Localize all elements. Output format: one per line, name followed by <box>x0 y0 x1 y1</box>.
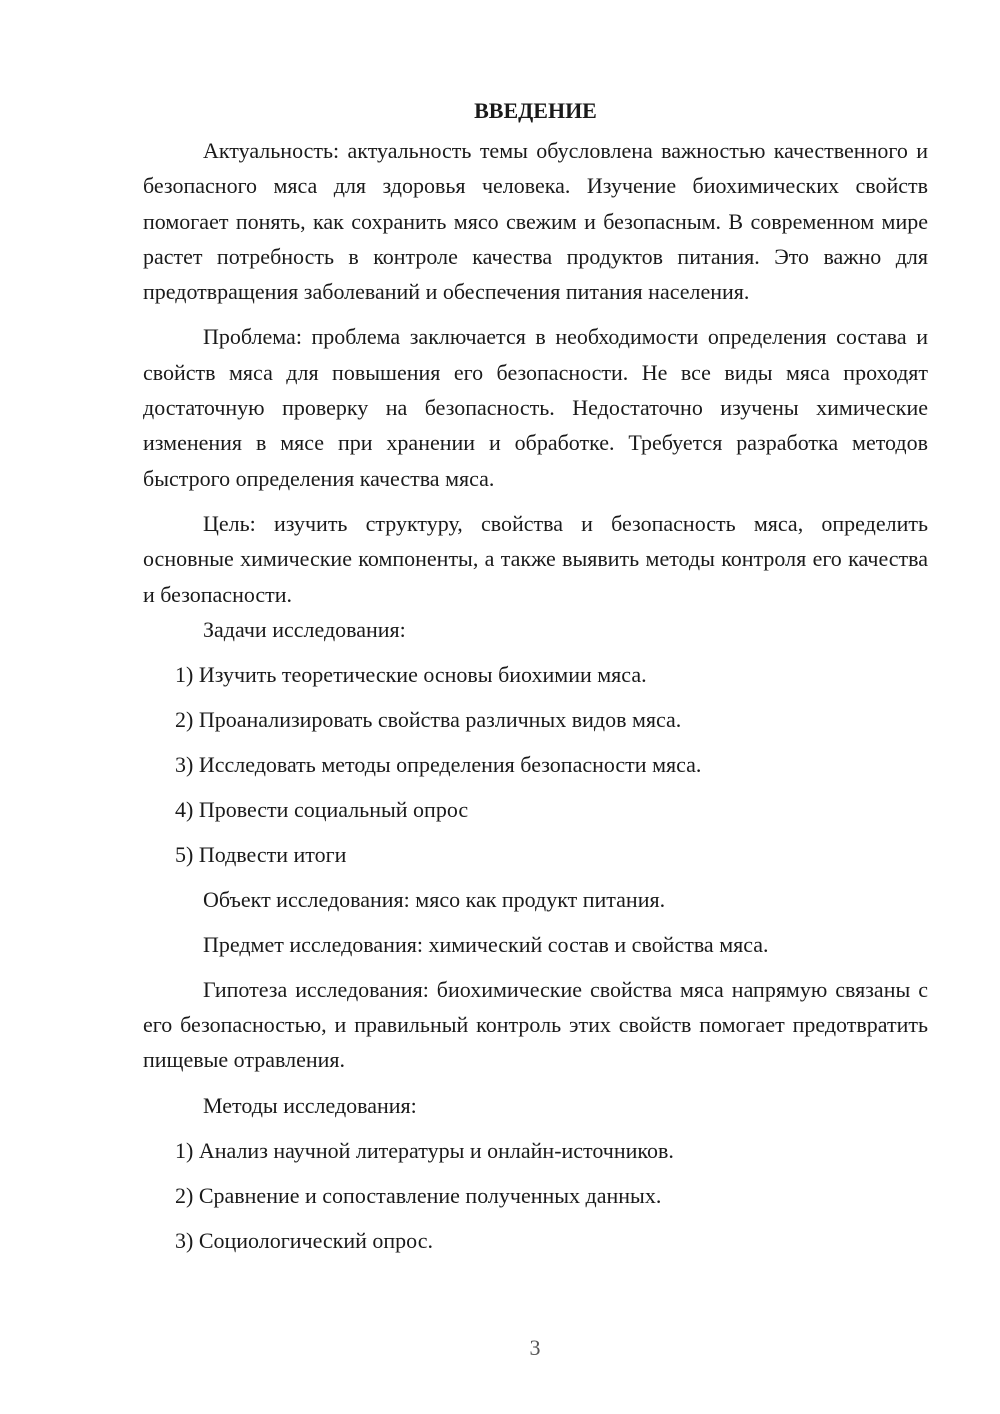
hypothesis-paragraph: Гипотеза исследования: биохимические свойства мяса напрямую связаны с его безопасностью, и правильный контроль этих свойств помогает предотвратить пищевые отравления. <box>143 976 928 1073</box>
goal-paragraph: Цель: изучить структуру, свойства и безопасность мяса, определить основные химические компоненты, а также выявить методы контроля его качества и безопасности. <box>143 510 928 607</box>
relevance-paragraph: Актуальность: актуальность темы обусловлена важностью качественного и безопасного мяса для здоровья человека. Изучение биохимических свойств помогает понять, как сохранить мясо свежим и безопасным. В современном мире растет потребность в контроле качества продуктов питания. Это важно для предотвращения заболеваний и обеспечения питания населения. <box>143 138 928 305</box>
list-item: 3) Социологический опрос. <box>175 1227 433 1253</box>
problem-paragraph: Проблема: проблема заключается в необходимости определения состава и свойств мяса для повышения его безопасности. Не все виды мяса проходят достаточную проверку на безопасность. Недостаточно изучены химические изменения в мясе при хранении и обработке. Требуется разработка методов быстрого определения качества мяса. <box>143 324 928 491</box>
section-title: ВВЕДЕНИЕ <box>474 98 597 123</box>
object-line: Объект исследования: мясо как продукт питания. <box>203 886 666 912</box>
methods-list <box>143 1133 928 1258</box>
list-item: 2) Проанализировать свойства различных видов мяса. <box>175 706 682 732</box>
list-item: 1) Анализ научной литературы и онлайн-источников. <box>175 1137 674 1163</box>
document-page <box>143 93 928 1258</box>
list-item: 1) Изучить теоретические основы биохимии мяса. <box>175 661 647 687</box>
tasks-heading: Задачи исследования: <box>203 616 406 642</box>
methods-heading: Методы исследования: <box>203 1092 417 1118</box>
list-item: 2) Сравнение и сопоставление полученных данных. <box>175 1182 662 1208</box>
list-item: 5) Подвести итоги <box>175 841 347 867</box>
tasks-list <box>143 657 928 872</box>
list-item: 3) Исследовать методы определения безопасности мяса. <box>175 751 702 777</box>
subject-line: Предмет исследования: химический состав и свойства мяса. <box>203 931 769 957</box>
list-item: 4) Провести социальный опрос <box>175 796 469 822</box>
page-number: 3 <box>529 1335 541 1360</box>
